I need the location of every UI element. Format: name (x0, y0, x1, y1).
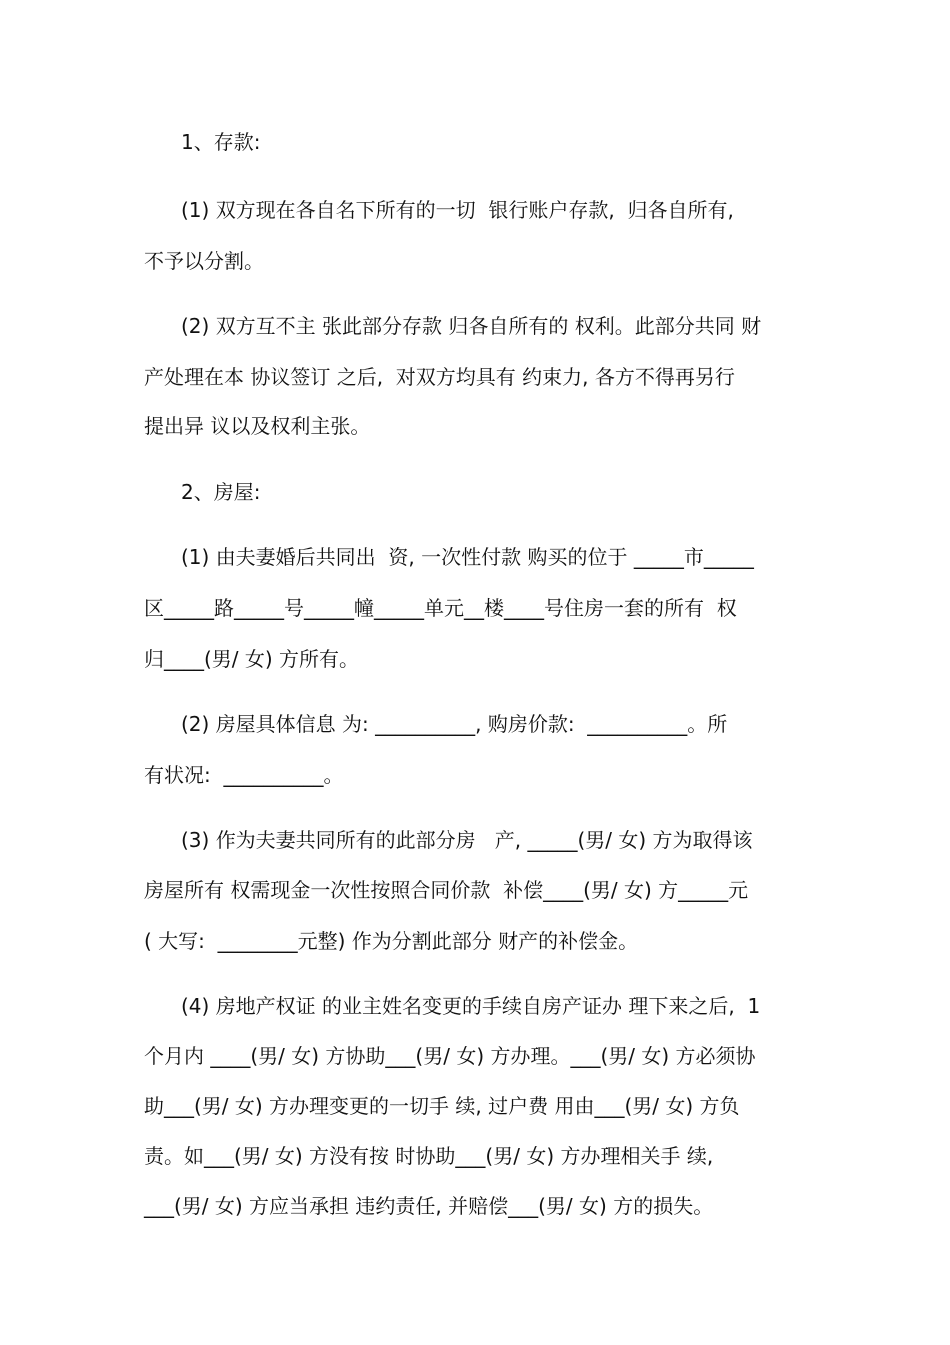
paragraph-line: 提出异 议以及权利主张。 (144, 414, 371, 438)
paragraph-line: 归____(男/ 女) 方所有。 (144, 647, 360, 671)
paragraph-line: (3) 作为夫妻共同所有的此部分房 产, _____(男/ 女) 方为取得该 (181, 828, 753, 852)
paragraph-line: (1) 双方现在各自名下所有的一切 银行账户存款, 归各自所有, (181, 198, 734, 222)
paragraph-line: (1) 由夫妻婚后共同出 资, 一次性付款 购买的位于 _____市_____ (181, 545, 754, 569)
paragraph-line: 责。如___(男/ 女) 方没有按 时协助___(男/ 女) 方办理相关手 续, (144, 1144, 714, 1168)
paragraph-line: (4) 房地产权证 的业主姓名变更的手续自房产证办 理下来之后, 1 (181, 994, 761, 1018)
paragraph-line: (2) 房屋具体信息 为: __________, 购房价款: __________。所 (181, 712, 728, 736)
paragraph-line: 产处理在本 协议签订 之后, 对双方均具有 约束力, 各方不得再另行 (144, 365, 735, 389)
paragraph-line: ___(男/ 女) 方应当承担 违约责任, 并赔偿___(男/ 女) 方的损失。 (144, 1194, 714, 1218)
section-heading-deposits: 1、存款: (181, 130, 261, 154)
paragraph-line: 个月内 ____(男/ 女) 方协助___(男/ 女) 方办理。___(男/ 女) 方必须协 (144, 1044, 756, 1068)
section-heading-house: 2、房屋: (181, 480, 261, 504)
paragraph-line: ( 大写: ________元整) 作为分割此部分 财产的补偿金。 (144, 929, 639, 953)
paragraph-line: (2) 双方互不主 张此部分存款 归各自所有的 权利。此部分共同 财 (181, 314, 762, 338)
paragraph-line: 助___(男/ 女) 方办理变更的一切手 续, 过户费 用由___(男/ 女) 方负 (144, 1094, 740, 1118)
paragraph-line: 不予以分割。 (144, 249, 264, 273)
paragraph-line: 房屋所有 权需现金一次性按照合同价款 补偿____(男/ 女) 方_____元 (144, 878, 749, 902)
paragraph-line: 区_____路_____号_____幢_____单元__楼____号住房一套的所有 权 (144, 596, 737, 620)
paragraph-line: 有状况: __________。 (144, 763, 344, 787)
